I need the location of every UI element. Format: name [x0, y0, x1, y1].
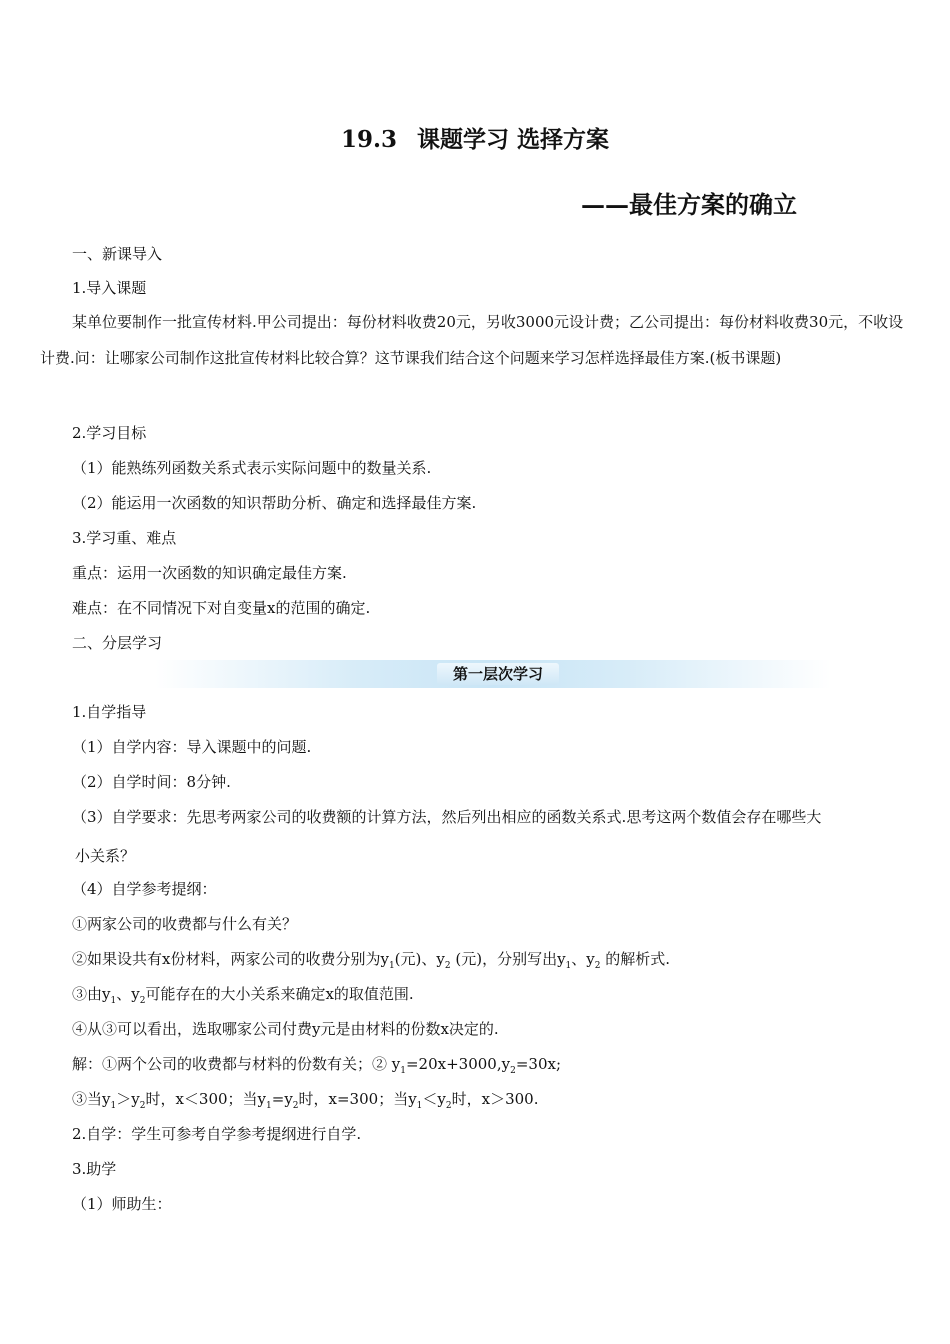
outline-item: ②如果设共有x份材料，两家公司的收费分别为$y_1$(元)、$y_2$ (元)，分别写出$y_1$、$y_2$ 的解析式.: [72, 950, 671, 971]
guide-item: （1）师助生：: [72, 1195, 172, 1213]
outline-item: ④从③可以看出，选取哪家公司付费y元是由材料的份数x决定的.: [72, 1020, 499, 1038]
intro-paragraph: 某单位要制作一批宣传材料.甲公司提出：每份材料收费20元，另收3000元设计费；乙公司提出：每份材料收费30元，不收设计费.问：让哪家公司制作这批宣传材料比较合算？这节课我们结合这个问题来学习怎样选择最佳方案.(板书课题): [40, 313, 904, 367]
outline-item: ①两家公司的收费都与什么有关？: [72, 915, 298, 933]
key-point: 重点：运用一次函数的知识确定最佳方案.: [72, 564, 347, 582]
answer-line: 解：①两个公司的收费都与材料的份数有关；② $y_1=20x+3000,y_2=30x$;: [72, 1055, 561, 1076]
guide-item: （4）自学参考提纲：: [72, 880, 217, 898]
level-banner-label: 第一层次学习: [437, 663, 559, 685]
sub-heading: 2.学习目标: [72, 424, 147, 442]
page-subtitle: ——最佳方案的确立: [581, 190, 797, 219]
sub-heading: 1.导入课题: [72, 279, 147, 297]
section-heading: 二、分层学习: [72, 634, 163, 652]
goal-item: （2）能运用一次函数的知识帮助分析、确定和选择最佳方案.: [72, 494, 477, 512]
answer-line: ③当$y_1>y_2$时，x＜300；当$y_1=y_2$时，x=300；当$y_1<y_2$时，x＞300.: [72, 1090, 539, 1111]
guide-item-cont: 小关系？: [75, 847, 136, 865]
guide-item: （1）自学内容：导入课题中的问题.: [72, 738, 312, 756]
page-title: 19.3 课题学习 选择方案: [340, 126, 610, 153]
sub-heading: 3.学习重、难点: [72, 529, 177, 547]
goal-item: （1）能熟练列函数关系式表示实际问题中的数量关系.: [72, 459, 432, 477]
outline-item: ③由$y_1$、$y_2$可能存在的大小关系来确定x的取值范围.: [72, 985, 414, 1006]
sub-heading: 1.自学指导: [72, 703, 147, 721]
sub-heading: 2.自学：学生可参考自学参考提纲进行自学.: [72, 1125, 362, 1143]
guide-item: （3）自学要求：先思考两家公司的收费额的计算方法，然后列出相应的函数关系式.思考这两个数值会存在哪些大: [72, 808, 822, 826]
difficulty: 难点：在不同情况下对自变量x的范围的确定.: [72, 599, 371, 617]
section-heading: 一、新课导入: [72, 245, 163, 263]
guide-item: （2）自学时间：8分钟.: [72, 773, 231, 791]
sub-heading: 3.助学: [72, 1160, 117, 1178]
